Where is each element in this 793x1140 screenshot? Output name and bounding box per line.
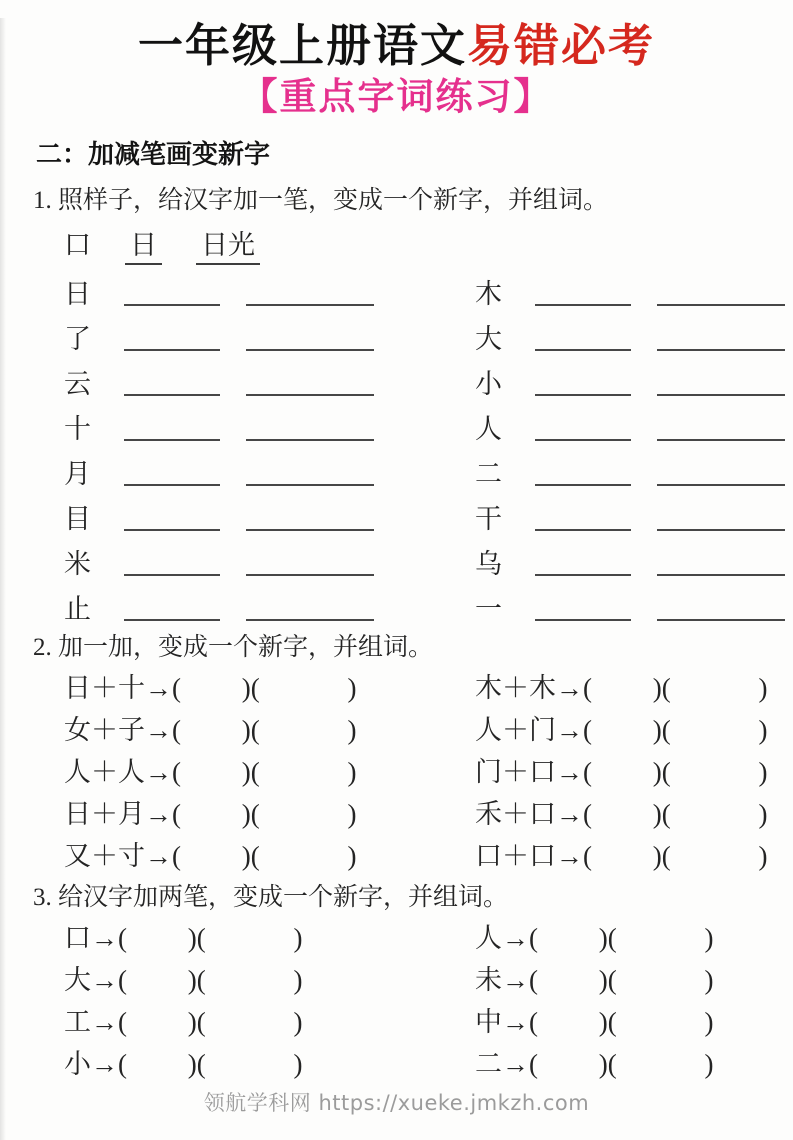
example-source-char: 口 <box>64 230 91 260</box>
add-stroke-row <box>64 400 475 445</box>
source-character: 月 <box>64 459 91 490</box>
exercise2-columns <box>64 667 793 877</box>
answer-blank-char <box>535 484 631 486</box>
exercise2-right-column <box>475 667 793 877</box>
add-stroke-row <box>475 490 793 535</box>
source-character: 干 <box>475 504 502 535</box>
answer-blank-word <box>657 394 785 396</box>
source-character: 大 <box>475 324 502 355</box>
combine-expression: 门＋口→( )( ) <box>475 757 768 787</box>
exercise1-left-column <box>64 265 475 625</box>
add-stroke-row <box>475 355 793 400</box>
add-stroke-row <box>475 400 793 445</box>
add-stroke-row <box>64 445 475 490</box>
answer-blank-word <box>657 529 785 531</box>
add-stroke-row <box>64 310 475 355</box>
answer-blank-word <box>246 394 374 396</box>
answer-blank-word <box>657 439 785 441</box>
add-two-strokes-expression: 小→( )( ) <box>64 1049 303 1079</box>
source-character: 一 <box>475 594 502 625</box>
source-character: 止 <box>64 594 91 625</box>
answer-blank-char <box>535 619 631 621</box>
exercise2-prompt: 2. 加一加，变成一个新字，并组词。 <box>33 634 434 661</box>
answer-blank-char <box>124 484 220 486</box>
combine-expression: 人＋人→( )( ) <box>64 757 357 787</box>
answer-blank-word <box>246 349 374 351</box>
answer-blank-word <box>246 619 374 621</box>
exercise3-left-column <box>64 917 475 1085</box>
add-two-strokes-expression: 人→( )( ) <box>475 923 714 953</box>
add-two-strokes-expression: 口→( )( ) <box>64 923 303 953</box>
source-character: 乌 <box>475 549 502 580</box>
add-stroke-row <box>64 535 475 580</box>
source-character: 了 <box>64 324 91 355</box>
combine-expression: 禾＋口→( )( ) <box>475 799 768 829</box>
add-stroke-row <box>475 445 793 490</box>
source-character: 小 <box>475 369 502 400</box>
source-character: 云 <box>64 369 91 400</box>
combine-expression: 日＋月→( )( ) <box>64 799 357 829</box>
answer-blank-char <box>535 529 631 531</box>
section-heading: 二：加减笔画变新字 <box>36 140 271 170</box>
add-stroke-row <box>475 265 793 310</box>
answer-blank-char <box>124 619 220 621</box>
site-watermark: 领航学科网 https://xueke.jmkzh.com <box>203 1091 590 1115</box>
add-two-strokes-expression: 二→( )( ) <box>475 1049 714 1079</box>
add-stroke-row <box>475 580 793 625</box>
combine-expression: 木＋木→( )( ) <box>475 673 768 703</box>
add-stroke-row <box>64 265 475 310</box>
answer-blank-char <box>124 349 220 351</box>
answer-blank-word <box>246 304 374 306</box>
answer-blank-char <box>124 574 220 576</box>
example-row <box>64 228 793 265</box>
combine-expression: 又＋寸→( )( ) <box>64 841 357 871</box>
add-two-strokes-expression: 未→( )( ) <box>475 965 714 995</box>
combine-expression: 日＋十→( )( ) <box>64 673 357 703</box>
exercise1-prompt: 1. 照样子，给汉字加一笔，变成一个新字，并组词。 <box>33 187 609 214</box>
answer-blank-word <box>246 439 374 441</box>
answer-blank-char <box>535 394 631 396</box>
source-character: 二 <box>475 459 502 490</box>
combine-expression: 口＋口→( )( ) <box>475 841 768 871</box>
source-character: 十 <box>64 414 91 445</box>
add-two-strokes-expression: 工→( )( ) <box>64 1007 303 1037</box>
answer-blank-word <box>657 484 785 486</box>
answer-blank-char <box>535 304 631 306</box>
exercise1-right-column <box>475 265 793 625</box>
exercise1-columns <box>64 265 793 625</box>
answer-blank-char <box>124 394 220 396</box>
answer-blank-word <box>246 529 374 531</box>
page-title-highlight: 易错必考 <box>467 19 656 72</box>
example-answer-char: 日 <box>125 228 162 265</box>
source-character: 日 <box>64 279 91 310</box>
source-character: 人 <box>475 414 502 445</box>
answer-blank-char <box>124 304 220 306</box>
add-stroke-row <box>64 580 475 625</box>
answer-blank-char <box>124 439 220 441</box>
exercise2-left-column <box>64 667 475 877</box>
answer-blank-char <box>535 349 631 351</box>
combine-expression: 女＋子→( )( ) <box>64 715 357 745</box>
answer-blank-word <box>246 574 374 576</box>
add-stroke-row <box>64 490 475 535</box>
answer-blank-char <box>535 574 631 576</box>
page-title-main: 一年级上册语文 <box>137 19 467 72</box>
answer-blank-word <box>657 349 785 351</box>
page-title <box>0 18 793 74</box>
page-subtitle: 【重点字词练习】 <box>240 75 553 118</box>
answer-blank-word <box>657 304 785 306</box>
answer-blank-char <box>535 439 631 441</box>
answer-blank-word <box>657 619 785 621</box>
source-character: 木 <box>475 279 502 310</box>
source-character: 目 <box>64 504 91 535</box>
source-character: 米 <box>64 549 91 580</box>
add-stroke-row <box>64 355 475 400</box>
answer-blank-word <box>246 484 374 486</box>
exercise3-columns <box>64 917 793 1085</box>
add-two-strokes-expression: 中→( )( ) <box>475 1007 714 1037</box>
combine-expression: 人＋门→( )( ) <box>475 715 768 745</box>
exercise3-right-column <box>475 917 793 1085</box>
add-two-strokes-expression: 大→( )( ) <box>64 965 303 995</box>
answer-blank-word <box>657 574 785 576</box>
exercise3-prompt: 3. 给汉字加两笔，变成一个新字，并组词。 <box>33 884 509 911</box>
answer-blank-char <box>124 529 220 531</box>
add-stroke-row <box>475 310 793 355</box>
scan-edge-shadow <box>0 18 6 1140</box>
example-answer-word: 日光 <box>196 228 260 265</box>
add-stroke-row <box>475 535 793 580</box>
